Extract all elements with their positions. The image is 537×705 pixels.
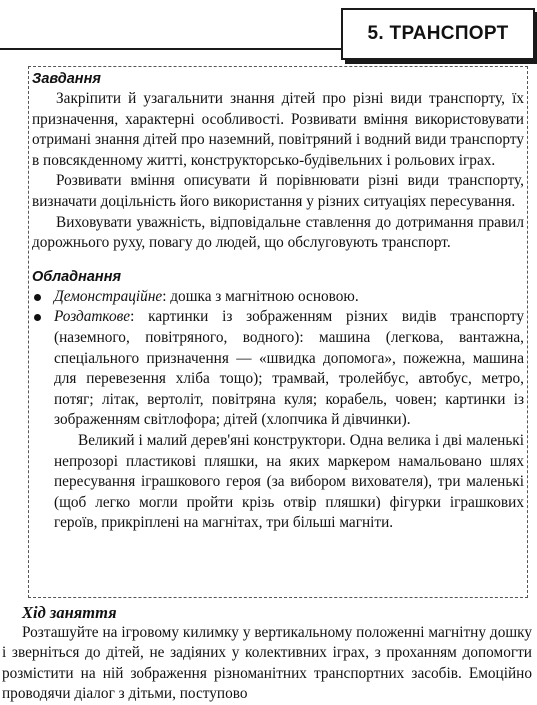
chapter-title: 5. ТРАНСПОРТ (341, 8, 535, 60)
lesson-paragraph: Розташуйте на ігровому килимку у вертикальному положенні магнітну дошку і зверніться до дітей, не задіяних у колективних іграх, з проханням допомогти розмістити на ній зображення різноманітних транспортних засобів. Емоційно проводячи діалог з дітьми, поступово (2, 624, 532, 703)
tasks-paragraph: Розвивати вміння описувати й порівнювати різні види транспорту, визначати доцільність його використання у різних ситуаціях пересування. (32, 172, 524, 210)
bullet-icon (34, 314, 41, 321)
content-area (32, 70, 524, 534)
equipment-heading: Обладнання (32, 268, 121, 285)
tasks-paragraph: Закріпити й узагальнити знання дітей про різні види транспорту, їх призначення, характерні особливості. Розвивати вміння використовувати отримані знання дітей про наземний, повітряний і водний види транспорту в повсякденному житті, конструкторсько-будівельних і рольових іграх. (32, 90, 524, 169)
item-term: Роздаткове (54, 308, 131, 326)
chapter-header (0, 4, 537, 62)
tasks-heading: Завдання (32, 71, 101, 87)
item-text: : дошка з магнітною основою. (162, 287, 359, 305)
item-term: Демонстраційне (54, 287, 163, 305)
list-item (32, 287, 524, 308)
bullet-icon (34, 294, 41, 301)
item-text: : картинки із зображенням різних видів транспорту (наземного, повітряного, водного): машина (легкова, вантажна, спеціального призначення — «швидка допомога», пожежна, машина для перевезення хліба тощо); трамвай, тролейбус, автобус, метро, потяг; літак, вертоліт, повітряна куля; корабель, човен; картинки із зображенням світлофора; дітей (хлопчика й дівчинки). (54, 308, 524, 429)
lesson-section (2, 602, 532, 705)
list-item (32, 307, 524, 431)
equipment-list (32, 287, 524, 431)
equipment-extra-paragraph: Великий і малий дерев'яні конструктори. Одна велика і дві маленькі непрозорі пластикові пляшки, на яких маркером намальовано шлях пересування іграшкового героя (за вибором вихователя), три маленькі (щоб легко могли пройти крізь отвір пляшки) фігурки іграшкових героїв, прикріплені на магнітах, три більші магніти. (54, 431, 524, 532)
tasks-paragraph: Виховувати уважність, відповідальне ставлення до дотримання правил дорожнього руху, повагу до людей, що обслуговують транспорт. (32, 213, 524, 252)
lesson-heading: Хід заняття (22, 603, 117, 622)
